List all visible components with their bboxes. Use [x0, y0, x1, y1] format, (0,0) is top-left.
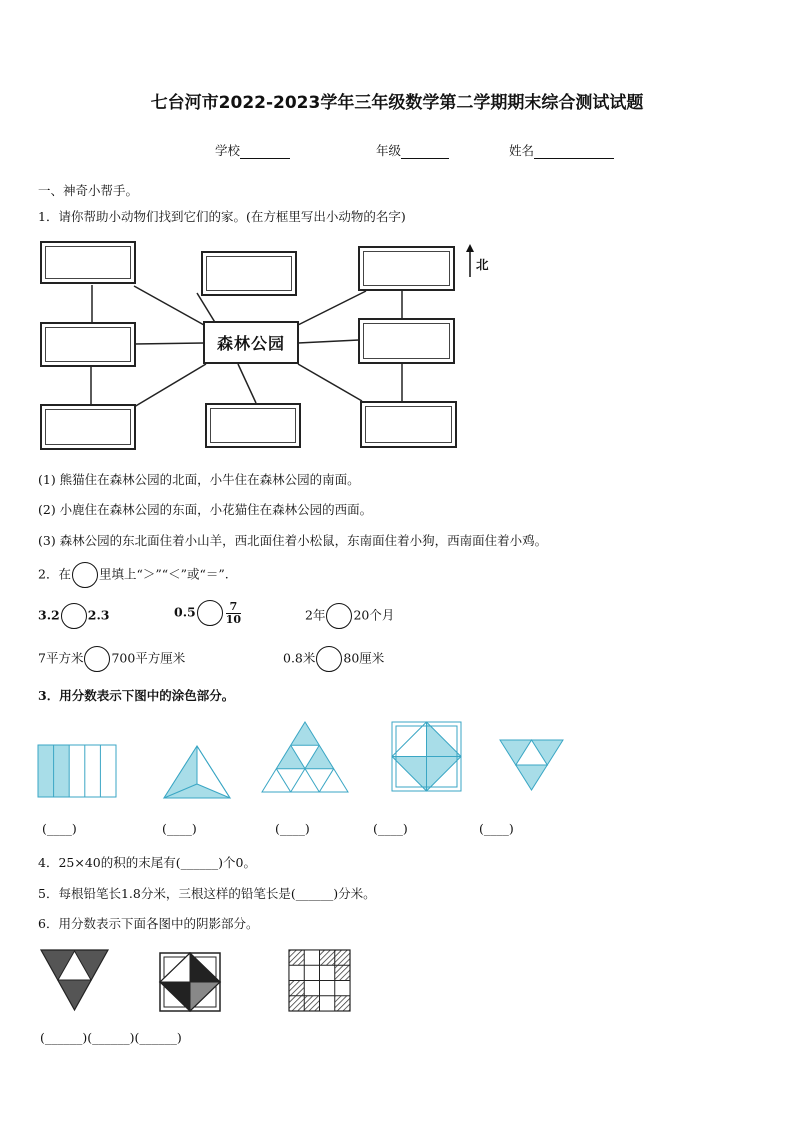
map-box-east[interactable] [358, 318, 455, 364]
section-heading: 一、神奇小帮手。 [38, 183, 139, 198]
q2-item-3-left: 2年 [305, 607, 326, 623]
q2-item-5-left: 0.8米 [283, 650, 316, 666]
q4-prompt: 4．25×40的积的末尾有(______)个0。 [38, 855, 256, 870]
q2-item-3-circle[interactable] [326, 603, 352, 629]
q2-item-2 [174, 600, 241, 626]
fraction-denominator: 10 [225, 612, 242, 626]
q2-item-4-circle[interactable] [84, 646, 110, 672]
compare-circle-icon [72, 562, 98, 588]
q2-item-1-right: 2.3 [87, 607, 110, 623]
map-box-southeast[interactable] [360, 401, 457, 448]
grade-blank[interactable] [401, 144, 449, 159]
grade-label: 年级 [376, 143, 402, 158]
school-blank[interactable] [240, 144, 290, 159]
q2-item-4-right: 700平方厘米 [111, 650, 186, 666]
q2-item-1 [38, 603, 110, 629]
map-box-northeast[interactable] [358, 246, 455, 291]
name-field [509, 141, 614, 159]
q2-item-1-circle[interactable] [61, 603, 87, 629]
q5-prompt: 5．每根铅笔长1.8分米，三根这样的铅笔长是(______)分米。 [38, 886, 376, 901]
q2-prompt [38, 562, 229, 588]
q2-item-3-right: 20个月 [353, 607, 395, 623]
north-arrow-icon [464, 244, 476, 278]
q3-figure-square-diamond [392, 722, 461, 791]
q6-figure-square [160, 953, 220, 1011]
q2-item-5 [283, 646, 384, 672]
forest-park-box [203, 321, 299, 364]
forest-park-label: 森林公园 [216, 334, 285, 353]
map-box-north[interactable] [201, 251, 297, 296]
school-field [215, 141, 290, 159]
school-label: 学校 [215, 143, 241, 158]
map-box-southwest[interactable] [40, 404, 136, 450]
q2-item-2-circle[interactable] [197, 600, 223, 626]
page-title: 七台河市2022-2023学年三年级数学第二学期期末综合测试试题 [150, 93, 644, 113]
north-label: 北 [476, 257, 489, 272]
q3-answer-5[interactable]: (____) [479, 821, 514, 836]
name-label: 姓名 [509, 143, 535, 158]
q1-clue-2: (2) 小鹿住在森林公园的东面，小花猫住在森林公园的西面。 [38, 502, 373, 517]
map-box-south[interactable] [205, 403, 301, 448]
q2-item-3 [305, 603, 394, 629]
q6-figure-triangle [41, 950, 108, 1010]
q2-item-4-left: 7平方米 [38, 650, 84, 666]
q3-answer-1[interactable]: (____) [42, 821, 77, 836]
q2-item-1-left: 3.2 [38, 607, 60, 623]
q2-prompt-a: 2．在 [38, 566, 71, 582]
q6-figures [36, 944, 366, 1019]
q3-figure-triangle-nine [262, 722, 348, 792]
q3-figure-triangle-centroid [164, 746, 230, 798]
q2-item-5-right: 80厘米 [343, 650, 385, 666]
grade-field [376, 141, 449, 159]
q1-clue-3: (3) 森林公园的东北面住着小山羊，西北面住着小松鼠，东南面住着小狗，西南面住着小鸡。 [38, 533, 548, 548]
q1-clue-1: (1) 熊猫住在森林公园的北面，小牛住在森林公园的南面。 [38, 472, 360, 487]
q3-answer-4[interactable]: (____) [373, 821, 408, 836]
q1-prompt: 1．请你帮助小动物们找到它们的家。(在方框里写出小动物的名字) [38, 209, 406, 224]
q3-answer-2[interactable]: (____) [162, 821, 197, 836]
q2-item-5-circle[interactable] [316, 646, 342, 672]
fraction-numerator: 7 [226, 601, 241, 614]
q6-figure-grid [289, 950, 350, 1011]
q3-answer-3[interactable]: (____) [275, 821, 310, 836]
q2-item-2-fraction [226, 601, 241, 626]
map-box-west[interactable] [40, 322, 136, 367]
q3-figure-rectangle-strips [38, 745, 116, 797]
map-box-northwest[interactable] [40, 241, 136, 284]
q3-figures [36, 718, 576, 803]
q6-answers[interactable]: (______)(______)(______) [40, 1030, 182, 1045]
q3-figure-inverted-triangle [500, 740, 563, 790]
q3-prompt: 3．用分数表示下图中的涂色部分。 [38, 688, 235, 703]
q6-prompt: 6．用分数表示下面各图中的阴影部分。 [38, 916, 259, 931]
q2-item-4 [38, 646, 185, 672]
q2-item-2-left: 0.5 [174, 604, 196, 620]
q2-prompt-b: 里填上“＞”“＜”或“＝”. [98, 566, 229, 582]
name-blank[interactable] [534, 144, 614, 159]
